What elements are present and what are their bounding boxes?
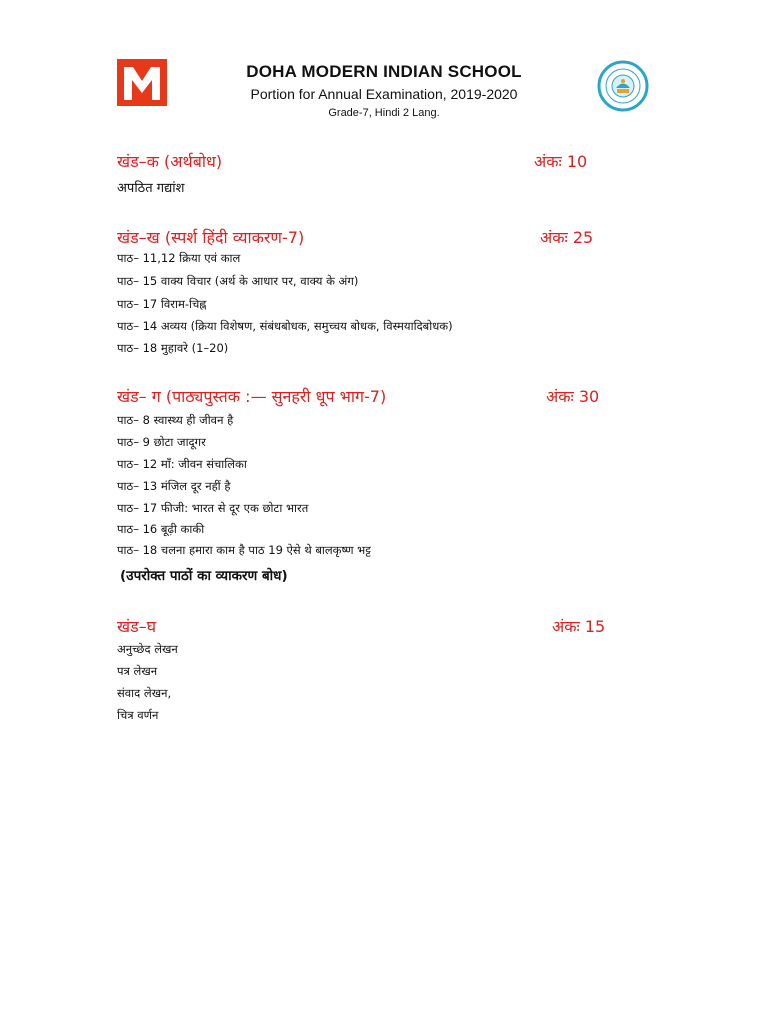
section-line: पाठ– 16 बूढ़ी काकी [117,522,205,536]
section-line: चित्र वर्णन [117,708,159,722]
section-line: पाठ– 11,12 क्रिया एवं काल [117,251,241,265]
section-line: पाठ– 13 मंजिल दूर नहीं है [117,479,231,493]
section-line: पत्र लेखन [117,664,158,678]
school-logo [117,59,167,106]
section-line: अनुच्छेद लेखन [117,642,178,656]
section-line: पाठ– 14 अव्यय (क्रिया विशेषण, संबंधबोधक, समुच्चय बोधक, विस्मयादिबोधक) [117,319,453,333]
section-heading-kha: खंड–ख (स्पर्श हिंदी व्याकरण-7) [117,228,305,247]
section-line: अपठित गद्यांश [117,181,185,196]
section-line: पाठ– 17 विराम-चिह्न [117,297,207,311]
section-line: संवाद लेखन, [117,686,172,700]
exam-title: Portion for Annual Examination, 2019-2020 [250,86,518,102]
section-marks-kha: अंकः 25 [540,228,594,247]
cbse-emblem-icon [597,60,649,112]
school-name: DOHA MODERN INDIAN SCHOOL [246,62,522,81]
grade-line: Grade-7, Hindi 2 Lang. [328,107,440,119]
section-heading-ka: खंड–क (अर्थबोध) [117,152,223,171]
section-heading-gha: खंड–घ [117,617,157,636]
section-marks-ka: अंकः 10 [534,152,588,171]
grammar-note: (उपरोक्त पाठों का व्याकरण बोध) [120,568,288,584]
m-logo-icon [117,59,167,106]
section-line: पाठ– 18 चलना हमारा काम है पाठ 19 ऐसे थे बालकृष्ण भट्ट [117,543,371,557]
section-marks-gha: अंकः 15 [552,617,606,636]
section-heading-ga: खंड– ग (पाठ्यपुस्तक :— सुनहरी धूप भाग-7) [117,387,387,406]
section-line: पाठ– 12 माँ: जीवन संचालिका [117,457,247,471]
section-line: पाठ– 9 छोटा जादूगर [117,435,206,449]
section-line: पाठ– 15 वाक्य विचार (अर्थ के आधार पर, वाक्य के अंग) [117,274,359,288]
document-header [200,60,568,122]
section-marks-ga: अंकः 30 [546,387,600,406]
section-line: पाठ– 8 स्वास्थ्य ही जीवन है [117,413,234,427]
section-line: पाठ– 17 फीजी: भारत से दूर एक छोटा भारत [117,501,309,515]
section-line: पाठ– 18 मुहावरे (1–20) [117,341,229,355]
